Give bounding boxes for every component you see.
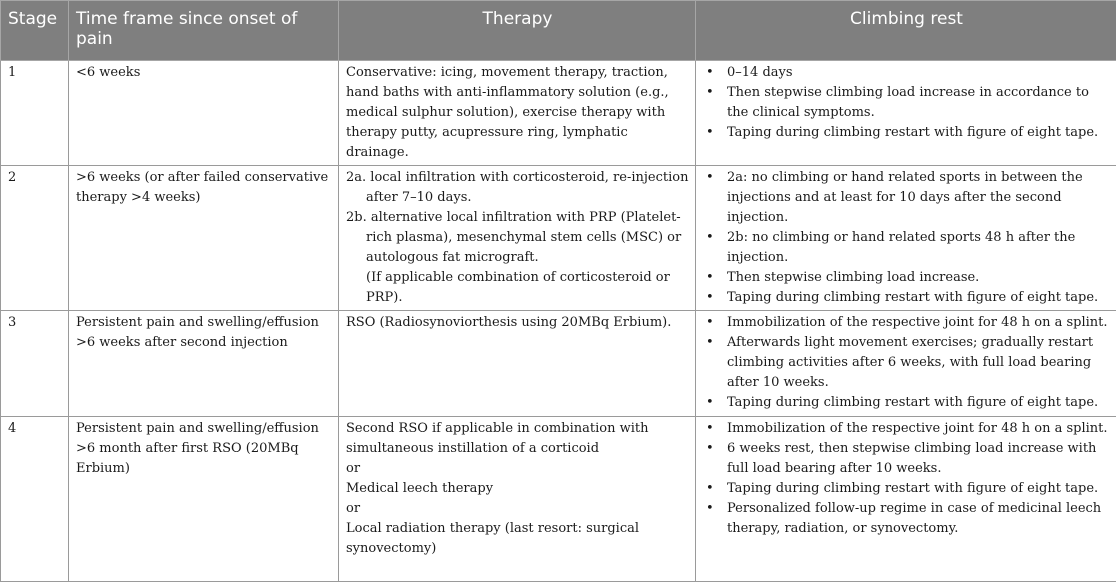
climbing-rest-list bbox=[703, 63, 1110, 143]
list-item: • Immobilization of the respective joint for 48 h on a splint. bbox=[703, 419, 1110, 439]
list-item: • Afterwards light movement exercises; gradually restart climbing activities after 6 weeks, with full load bearing after 10 weeks. bbox=[703, 333, 1110, 393]
list-item: • Then stepwise climbing load increase. bbox=[703, 268, 1110, 288]
climbing-rest-cell bbox=[696, 417, 1116, 582]
list-item: • Taping during climbing restart with figure of eight tape. bbox=[703, 479, 1110, 499]
therapy-line: Medical leech therapy bbox=[346, 479, 689, 499]
climbing-rest-list bbox=[703, 419, 1110, 539]
list-item: • Then stepwise climbing load increase in accordance to the clinical symptoms. bbox=[703, 83, 1110, 123]
therapy-option-2a: 2a. local infiltration with corticosteroid, re-injection after 7–10 days. bbox=[346, 168, 689, 208]
list-item: • 2a: no climbing or hand related sports in between the injections and at least for 10 days after the second injection. bbox=[703, 168, 1110, 228]
time-frame-cell: <6 weeks bbox=[69, 61, 339, 166]
list-item: • Personalized follow-up regime in case of medicinal leech therapy, radiation, or synovectomy. bbox=[703, 499, 1110, 539]
table-row bbox=[1, 311, 1116, 417]
climbing-rest-cell bbox=[696, 166, 1116, 311]
table-header bbox=[1, 1, 1116, 61]
climbing-rest-cell bbox=[696, 311, 1116, 417]
list-item: • 0–14 days bbox=[703, 63, 1110, 83]
header-stage: Stage bbox=[1, 1, 69, 61]
list-item: • Immobilization of the respective joint for 48 h on a splint. bbox=[703, 313, 1110, 333]
climbing-rest-list bbox=[703, 168, 1110, 308]
therapy-cell: RSO (Radiosynoviorthesis using 20MBq Erbium). bbox=[339, 311, 696, 417]
time-frame-cell: >6 weeks (or after failed conservative therapy >4 weeks) bbox=[69, 166, 339, 311]
therapy-option-2b: 2b. alternative local infiltration with PRP (Platelet-rich plasma), mesenchymal stem cells (MSC) or autologous fat micrograft. bbox=[346, 208, 689, 268]
table-body bbox=[1, 61, 1116, 582]
stage-cell: 4 bbox=[1, 417, 69, 582]
climbing-rest-cell bbox=[696, 61, 1116, 166]
therapy-cell bbox=[339, 417, 696, 582]
header-row bbox=[1, 1, 1116, 61]
therapy-cell bbox=[339, 166, 696, 311]
therapy-line: Second RSO if applicable in combination with simultaneous instillation of a corticoid bbox=[346, 419, 689, 459]
therapy-line: Local radiation therapy (last resort: surgical synovectomy) bbox=[346, 519, 689, 559]
time-frame-cell: Persistent pain and swelling/effusion >6 month after first RSO (20MBq Erbium) bbox=[69, 417, 339, 582]
table-row bbox=[1, 61, 1116, 166]
header-time-frame: Time frame since onset of pain bbox=[69, 1, 339, 61]
header-therapy: Therapy bbox=[339, 1, 696, 61]
therapy-note: (If applicable combination of corticosteroid or PRP). bbox=[346, 268, 689, 308]
time-frame-cell: Persistent pain and swelling/effusion >6 weeks after second injection bbox=[69, 311, 339, 417]
list-item: • 6 weeks rest, then stepwise climbing load increase with full load bearing after 10 weeks. bbox=[703, 439, 1110, 479]
therapy-line: or bbox=[346, 459, 689, 479]
stage-cell: 2 bbox=[1, 166, 69, 311]
stage-cell: 3 bbox=[1, 311, 69, 417]
header-climbing-rest: Climbing rest bbox=[696, 1, 1116, 61]
list-item: • Taping during climbing restart with figure of eight tape. bbox=[703, 288, 1110, 308]
list-item: • Taping during climbing restart with figure of eight tape. bbox=[703, 393, 1110, 413]
table-row bbox=[1, 417, 1116, 582]
therapy-cell: Conservative: icing, movement therapy, traction, hand baths with anti-inflammatory solution (e.g., medical sulphur solution), exercise therapy with therapy putty, acupressure ring, lymphatic drainage. bbox=[339, 61, 696, 166]
list-item: • 2b: no climbing or hand related sports 48 h after the injection. bbox=[703, 228, 1110, 268]
climbing-rest-list bbox=[703, 313, 1110, 413]
stage-cell: 1 bbox=[1, 61, 69, 166]
therapy-line: or bbox=[346, 499, 689, 519]
table-row bbox=[1, 166, 1116, 311]
list-item: • Taping during climbing restart with figure of eight tape. bbox=[703, 123, 1110, 143]
